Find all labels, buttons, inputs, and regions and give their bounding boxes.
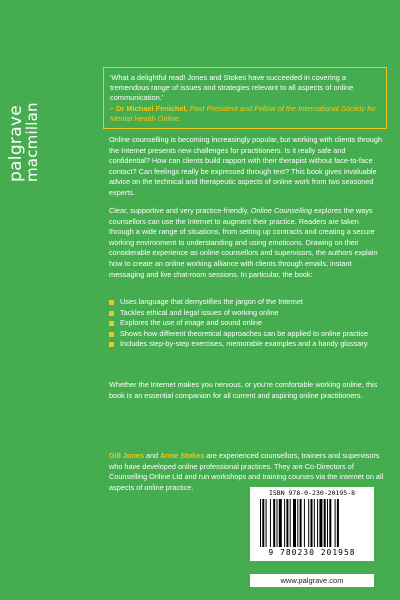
- list-item-text: Shows how different theoretical approaches can be applied to online practice: [120, 328, 369, 338]
- bullet-square-icon: [109, 342, 114, 347]
- list-item: [109, 329, 384, 340]
- publisher-name: palgrave: [6, 104, 26, 182]
- bullet-square-icon: [109, 332, 114, 337]
- intro-paragraph: Online counselling is becoming increasingly popular, but working with clients through the Internet presents new challenges for practitioners. Is it really safe and confidential? How can clients build rapport with their therapist without face-to-face contact? Can feelings really be expressed through text? This book gives invaluable advice on the technical and therapeutic aspects of online work from two seasoned experts.: [109, 135, 382, 197]
- list-item: [109, 339, 384, 350]
- bullet-square-icon: [109, 311, 114, 316]
- list-item: [109, 297, 384, 308]
- publisher-logo: [8, 72, 42, 182]
- closing-paragraph: Whether the Internet makes you nervous, or you're comfortable working online, this book is an essential companion for all current and aspiring online practitioners.: [109, 380, 378, 400]
- list-item: [109, 308, 384, 319]
- list-item-text: Explores the use of image and sound online: [120, 318, 262, 328]
- bullet-square-icon: [109, 300, 114, 305]
- list-item: [109, 318, 384, 329]
- list-item-text: Tackles ethical and legal issues of working online: [120, 307, 279, 317]
- quote-text: 'What a delightful read! Jones and Stokes have succeeded in covering a tremendous range of issues and strategies relevant to all aspects of online communication.': [110, 73, 354, 103]
- publisher-imprint: macmillan: [23, 102, 41, 182]
- feature-list: [109, 297, 384, 350]
- barcode-digits: 9 780230 201958: [268, 548, 356, 557]
- quote-attribution-name: – Dr Michael Fenichel,: [110, 103, 188, 113]
- book-title: Online Counselling: [250, 206, 313, 215]
- isbn-label: ISBN 978-0-230-20195-8: [268, 489, 356, 497]
- barcode-icon: [260, 499, 364, 547]
- list-item-text: Uses language that demystifies the jargon of the Internet: [120, 297, 303, 306]
- publisher-website: www.palgrave.com: [250, 574, 374, 587]
- description-lead: Clear, supportive and very practice-friendly,: [109, 206, 249, 215]
- barcode-block: [250, 487, 374, 561]
- author-bio-text: are experienced counsellors, trainers and supervisors who have developed online professional practices. They are Co-Directors of Counselling Online Ltd and run workshops and training courses via the internet on all aspects of online practice.: [109, 451, 384, 492]
- description-rest: explores the ways counsellors can use the Internet to augment their practice. Readers are taken through a wide range of situations, from setting up contracts and creating a secure working environment to understanding and using emoticons. Drawing on their considerable experience as online counsellors and supervisors, the authors explain how to create an online working alliance with clients through emails, instant messaging and live chat-room sessions. In particular, the book:: [109, 206, 378, 279]
- quote-attribution-role: Past President and Fellow of the International Society for Mental Health Online.: [110, 103, 376, 123]
- bullet-square-icon: [109, 321, 114, 326]
- author-conjunction: and: [145, 451, 159, 460]
- description-paragraph: [109, 206, 384, 280]
- author-name-2: Anne Stokes: [160, 451, 205, 460]
- endorsement-quote: [103, 67, 387, 129]
- list-item-text: Includes step-by-step exercises, memorable examples and a handy glossary.: [120, 339, 369, 349]
- author-name-1: Gill Jones: [109, 451, 144, 460]
